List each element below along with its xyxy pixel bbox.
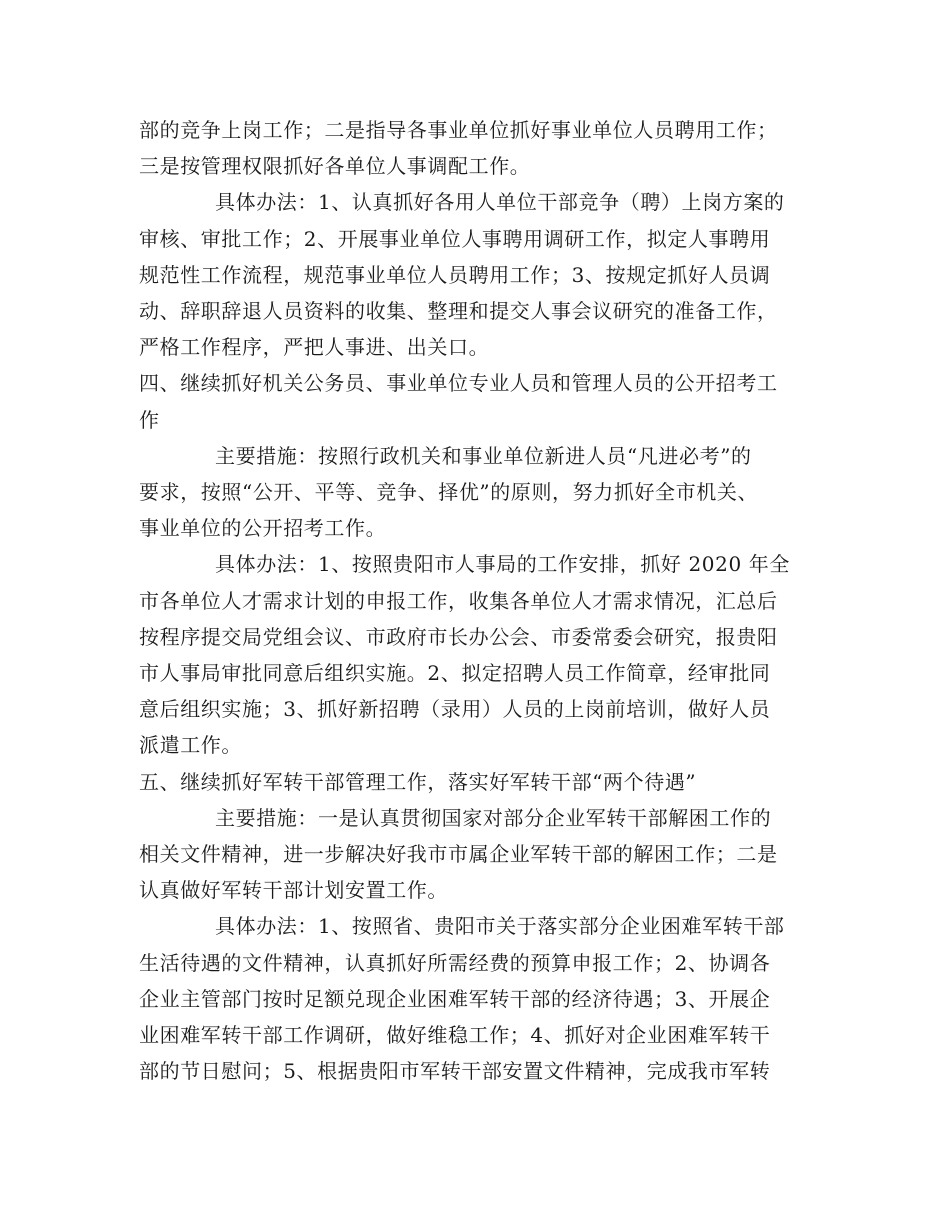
text-line: 部的节日慰问；5、根据贵阳市军转干部安置文件精神，完成我市军转 <box>139 1059 771 1084</box>
text-line: 动、辞职辞退人员资料的收集、整理和提交人事会议研究的准备工作， <box>139 299 778 324</box>
paragraph-main-measures-4 <box>139 438 814 547</box>
heading-line: 四、继续抓好机关公务员、事业单位专业人员和管理人员的公开招考工 <box>139 371 778 396</box>
paragraph-specific-methods-1 <box>139 184 814 365</box>
text-line: 生活待遇的文件精神，认真抓好所需经费的预算申报工作；2、协调各 <box>139 950 771 975</box>
text-line: 意后组织实施；3、抓好新招聘（录用）人员的上岗前培训，做好人员 <box>139 697 771 722</box>
text-line: 规范性工作流程，规范事业单位人员聘用工作；3、按规定抓好人员调 <box>139 262 771 287</box>
text-line: 派遣工作。 <box>139 733 242 758</box>
heading-line: 五、继续抓好军转干部管理工作，落实好军转干部“两个待遇” <box>139 769 697 794</box>
document-body <box>139 112 814 1089</box>
heading-line: 作 <box>139 407 160 432</box>
text-line: 具体办法：1、按照贵阳市人事局的工作安排，抓好 2020 年全 <box>215 552 790 577</box>
text-line: 具体办法：1、按照省、贵阳市关于落实部分企业困难军转干部 <box>215 914 785 939</box>
text-line: 部的竞争上岗工作；二是指导各事业单位抓好事业单位人员聘用工作； <box>139 118 778 142</box>
paragraph-specific-methods-5 <box>139 908 814 1089</box>
section-heading-4 <box>139 365 814 437</box>
text-line: 企业主管部门按时足额兑现企业困难军转干部的经济待遇；3、开展企 <box>139 986 771 1011</box>
text-line: 要求，按照“公开、平等、竞争、择优”的原则，努力抓好全市机关、 <box>139 480 759 505</box>
text-line: 审核、审批工作；2、开展事业单位人事聘用调研工作，拟定人事聘用 <box>139 226 771 251</box>
section-heading-5 <box>139 764 814 800</box>
text-line: 三是按管理权限抓好各单位人事调配工作。 <box>139 154 531 179</box>
text-line: 具体办法：1、认真抓好各用人单位干部竞争（聘）上岗方案的 <box>215 190 785 215</box>
text-line: 按程序提交局党组会议、市政府市长办公会、市委常委会研究，报贵阳 <box>139 624 778 649</box>
text-line: 市人事局审批同意后组织实施。2、拟定招聘人员工作简章，经审批同 <box>139 661 771 686</box>
paragraph-specific-methods-4 <box>139 546 814 763</box>
text-line: 主要措施：一是认真贯彻国家对部分企业军转干部解困工作的 <box>215 805 772 830</box>
text-line: 事业单位的公开招考工作。 <box>139 516 387 541</box>
text-line: 严格工作程序，严把人事进、出关口。 <box>139 335 490 360</box>
text-line: 认真做好军转干部计划安置工作。 <box>139 878 448 903</box>
paragraph-competitive-placement <box>139 112 814 184</box>
text-line: 业困难军转干部工作调研，做好维稳工作；4、抓好对企业困难军转干 <box>139 1023 771 1048</box>
text-line: 主要措施：按照行政机关和事业单位新进人员“凡进必考”的 <box>215 443 752 468</box>
paragraph-main-measures-5 <box>139 800 814 909</box>
text-line: 市各单位人才需求计划的申报工作，收集各单位人才需求情况，汇总后 <box>139 588 778 613</box>
text-line: 相关文件精神，进一步解决好我市市属企业军转干部的解困工作；二是 <box>139 842 778 867</box>
